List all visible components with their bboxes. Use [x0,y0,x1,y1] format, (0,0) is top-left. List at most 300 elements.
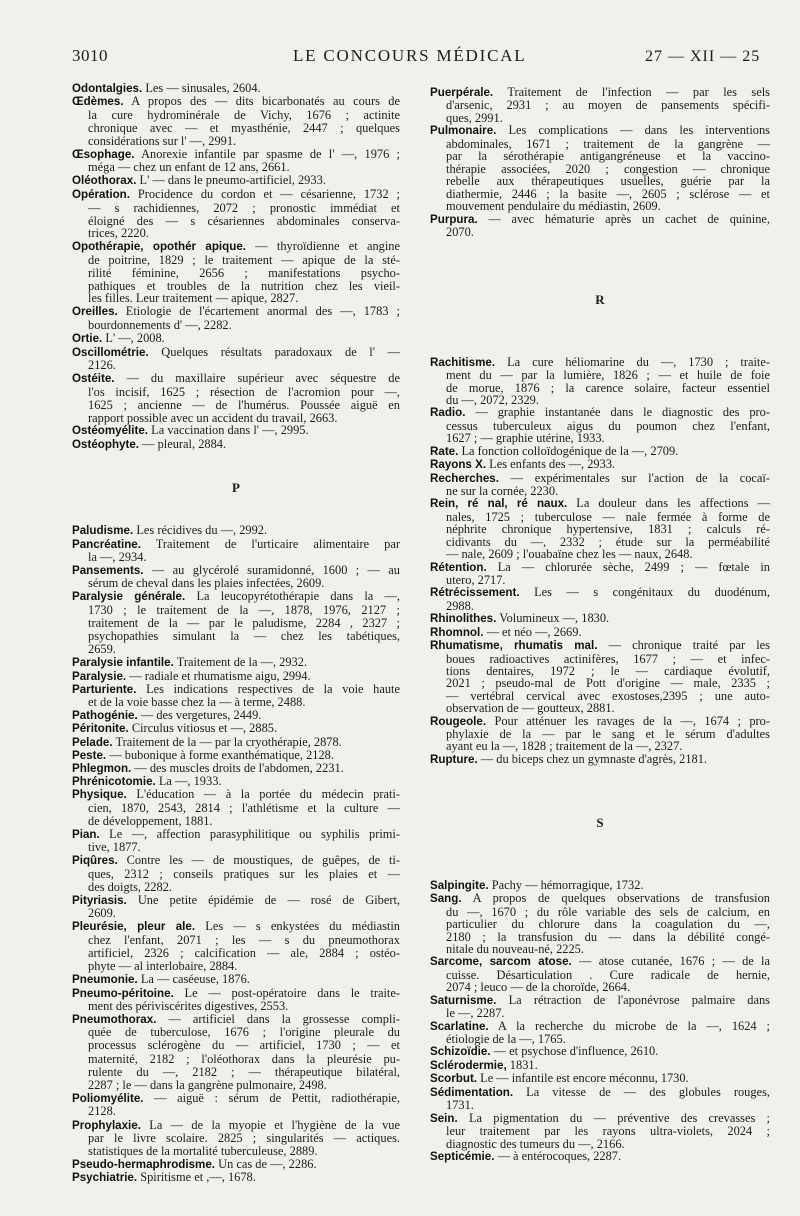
index-entry [72,305,400,332]
entry-text: processus sclérogène du — artificiel, 1730 ; — et [88,1038,400,1053]
entry-line [72,438,400,452]
index-entry [430,1072,770,1085]
entry-line [72,240,400,254]
entry-text: La leucopyrétothérapie dans la —, [196,589,400,604]
entry-text: Les indications respectives de la voie haute [146,681,400,696]
entry-text: phyte — al interlobaire, 2884. [88,959,238,974]
entry-text: 2180 ; la transfusion du — dans la débilité congé- [446,929,770,944]
entry-text: — atose cutanée, 1676 ; — de la [579,954,770,969]
entry-line [430,1020,770,1033]
entry-headword: Rein, ré nal, ré naux. [430,497,568,511]
entry-text: — graphie instantanée dans le diagnostic des pro- [475,405,770,420]
entry-headword: Rachitisme. [430,355,496,369]
entry-headword: Rougeole. [430,714,487,728]
entry-line [430,753,770,766]
entry-text: ment des périviscérites digestives, 2553. [88,998,289,1013]
entry-text: de développement, 1881. [88,813,213,828]
entry-text: — et néo —, 2669. [486,624,582,639]
entry-headword: Opération. [72,187,130,201]
entry-text: Le — infantile est encore méconnu, 1730. [480,1071,689,1086]
entry-text: Le —, affection parasyphilitique ou syphilis primi- [109,827,400,842]
entry-headword: Septicémie. [430,1149,495,1163]
entry-headword: Rétention. [430,560,487,574]
entry-text: — expérimentales sur l'action de la cocaï- [510,470,770,485]
entry-text: Circulus vitiosus et —, 2885. [131,721,278,736]
issue-date: 27 — XII — 25 [645,48,761,65]
index-entry [72,332,400,346]
index-entry [72,372,400,424]
index-entry [430,612,770,625]
index-entry [72,1092,400,1118]
entry-text: d'arsenic, 2931 ; au moyen de pansements spécifi- [446,98,770,113]
entry-line [430,213,770,227]
entry-text: pathiques et troubles de la nutrition chez les vieil- [88,278,400,293]
entry-headword: Rayons X. [430,458,487,472]
entry-text: La pigmentation du — préventive des crevasses ; [468,1110,770,1125]
entry-line [430,1045,770,1058]
entry-line [430,715,770,728]
entry-headword: Scarlatine. [430,1019,489,1033]
entry-text: tions dentaires, 1972 ; le — cardiaque évolutif, [446,663,770,678]
entry-line [430,561,770,574]
entry-text: par la sérothérapie antigangréneuse et la vaccino- [446,149,770,164]
entry-headword: Ostéomyélite. [72,424,149,438]
entry-text: du —, 1670 ; du rôle variable des sels de calcium, en [446,904,770,919]
entry-headword: Pansements. [72,564,144,577]
entry-text: 1627 ; — graphie utérine, 1933. [446,431,605,446]
entry-headword: Pneumonie. [72,973,138,987]
entry-text: rilité féminine, 2656 ; manifestations psycho- [88,265,400,280]
index-entry [430,715,770,753]
entry-text: rulente du —, 2182 ; — thérapeutique bilatéral, [88,1064,400,1079]
entry-line [72,346,400,360]
entry-text: éloigné des — s césariennes abdominales conserva- [88,213,400,228]
entry-text: du —, 2072, 2329. [446,393,539,408]
entry-headword: Paludisme. [72,524,134,538]
entry-text: — du biceps chez un gymnaste d'agrès, 2181. [480,751,708,766]
index-entry [72,788,400,828]
index-entry [72,346,400,373]
entry-text: Traitement de la — par la cryothérapie, 2878. [115,734,342,749]
index-entry [430,406,770,444]
entry-text: 2126. [88,358,116,373]
entry-text: Un cas de —, 2286. [218,1157,317,1172]
entry-text: thérapie associées, 2020 ; congestion — chronique [446,161,770,176]
entry-line [72,188,400,202]
entry-headword: Sang. [430,892,462,906]
entry-text: l'os incisif, 1625 ; résection de l'acromion pour —, [88,384,400,399]
entry-text: cessus tuberculeux aigus du poumon chez l'enfant, [446,418,770,433]
entry-text: 2659. [88,642,116,657]
entry-text: mouvement pendulaire du médiastin, 2609. [446,199,661,214]
index-entry [430,586,770,612]
index-section-p-entries-continued [430,86,770,239]
entry-headword: Rupture. [430,752,478,766]
entry-headword: Sédimentation. [430,1085,514,1099]
entry-text: par le livre scolaire. 2825 ; singularités — actiques. [88,1130,400,1145]
entry-text: ment du — par la lumière, 1826 ; — et huile de foie [446,368,770,383]
entry-text: Le — post-opératoire dans le traite- [184,985,400,1000]
entry-text: la cure hydrominérale de Vichy, 1676 ; actinite [88,108,400,123]
index-section-o-entries [72,82,400,452]
entry-text: — thyroïdienne et angine [255,239,401,254]
entry-headword: Œsophage. [72,147,135,161]
index-section-r-entries [430,356,770,767]
index-entry [72,1171,400,1184]
entry-text: A propos des — dits bicarbonatés au cours de [131,94,400,109]
entry-text: La — caséeuse, 1876. [140,972,250,987]
index-entry [72,1119,400,1159]
index-entry [430,1150,770,1163]
entry-text: ques, 2312 ; conseils pratiques sur les plaies et — [88,866,400,881]
entry-text: Les — s congénitaux du duodénum, [534,585,770,600]
entry-line [72,95,400,109]
entry-headword: Recherches. [430,471,499,485]
index-entry [430,356,770,407]
entry-text: 2074 ; leuco — de la choroïde, 2664. [446,980,631,995]
index-entry [72,683,400,709]
entry-text: la —, 2934. [88,549,147,564]
entry-headword: Ostéite. [72,372,115,386]
index-entry [72,894,400,920]
entry-text: Anorexie infantile par spasme de l' —, 1976 ; [141,146,400,161]
page-number: 3010 [72,46,108,65]
index-entry [72,1013,400,1092]
entry-text: La — de la myopie et l'hygiène de la vue [149,1117,400,1132]
entry-text: trices, 2220. [88,226,149,241]
entry-line [430,626,770,639]
entry-headword: Phlegmon. [72,762,132,776]
entry-text: cuisse. Désarticulation . Cure radicale de hernie, [446,967,770,982]
entry-text: La —, 1933. [158,774,222,789]
entry-text: chez l'enfant, 2071 ; les — s du pneumothorax [88,932,400,947]
entry-text: — des vergetures, 2449. [140,708,262,723]
entry-line [430,1072,770,1085]
entry-text: 1831. [509,1057,538,1072]
entry-text: cidivants du —, 2332 ; étude sur la perméabilité [446,534,770,549]
entry-headword: Pancréatine. [72,537,141,551]
entry-text: La fonction colloïdogénique de la —, 2709. [461,443,679,458]
journal-title: LE CONCOURS MÉDICAL [293,46,527,65]
index-entry [72,920,400,973]
entry-headword: Prophylaxie. [72,1118,141,1132]
entry-text: diathermie, 2446 ; la basite —, 2605 ; sclérose — et [446,186,770,201]
index-entry [430,561,770,587]
entry-text: 1731. [446,1098,474,1113]
entry-line [72,82,400,96]
index-entry [72,174,400,188]
entry-text: Traitement de la —, 2932. [176,655,308,670]
entry-headword: Poliomyélite. [72,1092,144,1106]
entry-text: Traitement de l'urticaire alimentaire par [155,536,400,551]
entry-text: Procidence du cordon et — césarienne, 1732 ; [137,186,400,201]
entry-line [430,458,770,471]
index-entry [430,213,770,239]
entry-text: rapport possible avec un accident du travail, 2663. [88,410,338,425]
entry-line [72,1092,400,1105]
entry-headword: Opothérapie, opothér apique. [72,240,246,254]
entry-text: ques, 2991. [446,110,503,125]
entry-headword: Peste. [72,748,107,762]
entry-text: Les récidives du —, 2992. [136,523,268,538]
entry-text: et de la voie basse chez la — à terme, 2488. [88,695,306,710]
entry-text: Pachy — hémorragique, 1732. [491,877,644,892]
entry-headword: Salpingite. [430,878,489,892]
index-entry [430,994,770,1020]
entry-text: L' —, 2008. [105,330,165,345]
entry-text: Les — sinusales, 2604. [145,80,261,95]
index-entry [72,148,400,175]
entry-headword: Rhumatisme, rhumatis mal. [430,639,598,653]
entry-line [72,762,400,775]
entry-headword: Rate. [430,444,459,458]
entry-text: — avec hématurie après un cachet de quinine, [488,211,770,226]
entry-headword: Radio. [430,406,466,420]
entry-text: Contre les — de moustiques, de guêpes, de ti- [126,853,400,868]
entry-text: — artificiel dans la grossesse compli- [168,1011,400,1026]
entry-text: tive, 1877. [88,840,141,855]
entry-line [72,148,400,162]
entry-text: Quelques résultats paradoxaux de l' — [161,344,400,359]
entry-text: La vitesse de — des globules rouges, [526,1084,770,1099]
entry-text: L'éducation — à la portée du médecin prati- [136,787,400,802]
entry-headword: Paralysie générale. [72,590,186,604]
index-entry [430,626,770,639]
index-entry [72,95,400,147]
entry-line [72,174,400,188]
entry-text: — bubonique à forme exanthématique, 2128. [109,747,334,762]
entry-headword: Odontalgies. [72,81,143,95]
entry-text: La cure héliomarine du —, 1730 ; traite- [507,354,770,369]
entry-text: 2609. [88,906,116,921]
entry-text: L' — dans le pneumo-artificiel, 2933. [139,173,326,188]
section-letter-p: P [232,480,240,495]
entry-line [72,894,400,907]
entry-text: 1730 ; le traitement de la —, 1878, 1976, 2127 ; [88,602,400,617]
index-entry [72,590,400,656]
entry-headword: Pulmonaire. [430,124,497,138]
entry-text: particulier du chlorure dans la coagulation du —, [446,917,770,932]
entry-headword: Oscillométrie. [72,345,149,359]
entry-text: 2287 ; le — dans la gangrène pulmonaire, 2498. [88,1077,327,1092]
entry-line [72,332,400,346]
entry-line [430,86,770,100]
entry-headword: Purpura. [430,212,478,226]
index-entry [430,1020,770,1046]
entry-text: boues radioactives actinifères, 1677 ; — et infec- [446,651,770,666]
entry-text: de poitrine, 1829 ; le traitement — apique de la sté- [88,252,400,267]
entry-text: Une petite épidémie de — rosé de Gibert, [137,893,400,908]
entry-headword: Œdèmes. [72,95,124,109]
entry-headword: Pian. [72,828,100,842]
entry-text: Les enfants des —, 2933. [489,457,616,472]
index-entry [72,854,400,894]
entry-text: artificiel, 2326 ; calcification — ale, 2884 ; ostéo- [88,945,400,960]
index-entry [430,879,770,892]
index-entry [72,424,400,438]
entry-text: A propos de quelques observations de transfusion [472,891,770,906]
entry-text: nales, 1725 ; tuberculose — nale fermée à forme de [446,509,770,524]
entry-headword: Scorbut. [430,1072,478,1086]
index-entry [72,538,400,564]
entry-line [430,994,770,1007]
entry-text: La vaccination dans l' —, 2995. [151,423,309,438]
entry-headword: Puerpérale. [430,85,494,99]
entry-text: cien, 1870, 2543, 2814 ; l'athlétisme et la culture — [88,800,400,815]
index-entry [430,86,770,125]
entry-line [430,406,770,419]
entry-text: La — chlorurée sèche, 2499 ; — fœtale in [497,559,770,574]
entry-text: 2070. [446,225,474,240]
entry-text: 2021 ; pseudo-mal de Pott d'origine — male, 2335 ; [446,676,770,691]
entry-text: diagnostic des tumeurs du —, 2166. [446,1136,625,1151]
index-entry [72,188,400,240]
entry-line [430,226,770,239]
entry-text: Pour atténuer les ravages de la —, 1674 ; pro- [494,713,770,728]
entry-text: maternité, 2182 ; l'oléothorax dans la pleurésie pu- [88,1051,400,1066]
entry-text: — s rachidiennes, 2072 ; pronostic immédiat et [88,200,400,215]
index-section-s-entries [430,879,770,1164]
entry-line [430,639,770,652]
entry-text: Etiologie de l'écartement anormal des —, 1783 ; [125,304,400,319]
entry-text: La rétraction de l'aponévrose palmaire dans [508,992,771,1007]
entry-line [430,879,770,892]
entry-text: leur traitement par les rayons ultra-violets, 2024 ; [446,1124,770,1139]
entry-line [430,1059,770,1072]
entry-headword: Sein. [430,1111,458,1125]
entry-line [430,955,770,968]
entry-line [430,586,770,599]
index-section-p-entries [72,524,400,1184]
entry-headword: Pleurésie, pleur ale. [72,920,196,934]
entry-headword: Ostéophyte. [72,438,139,452]
index-entry [430,892,770,955]
entry-headword: Sarcome, sarcom atose. [430,955,572,969]
entry-headword: Pityriasis. [72,894,127,908]
index-entry [430,497,770,560]
index-entry [430,1112,770,1150]
entry-line [430,445,770,458]
entry-text: le —, 2287. [446,1006,505,1021]
entry-text: — vertébral cervical avec exostoses,2395 ; une auto- [446,688,770,703]
entry-line [430,124,770,138]
entry-text: quée de tuberculose, 1676 ; l'origine pleurale du [88,1025,400,1040]
index-entry [430,955,770,993]
entry-text: Traitement de l'infection — par les sels [507,84,770,99]
index-entry [430,472,770,498]
entry-text: La douleur dans les affections — [576,496,770,511]
entry-line [430,1150,770,1163]
index-entry [430,1059,770,1072]
entry-headword: Paralysie infantile. [72,656,174,670]
index-entry [72,240,400,305]
entry-line [430,892,770,905]
entry-text: étiologie de la —, 1765. [446,1032,566,1047]
entry-line [72,305,400,319]
entry-text: abdominales, 1671 ; traitement de la gangrène — [446,136,770,151]
entry-text: Les — s enkystées du médiastin [205,919,400,934]
entry-text: utero, 2717. [446,572,506,587]
entry-headword: Ortie. [72,331,103,345]
entry-text: considérations sur l' —, 2991. [88,133,237,148]
index-entry [430,124,770,213]
entry-headword: Péritonite. [72,722,129,736]
entry-line [430,497,770,510]
entry-line [430,1086,770,1099]
entry-text: nitale du nouveau-né, 2225. [446,941,584,956]
entry-text: — des muscles droits de l'abdomen, 2231. [134,761,344,776]
entry-headword: Pathogénie. [72,709,138,723]
index-entry [430,1045,770,1058]
entry-headword: Rhinolithes. [430,612,497,626]
entry-text: des doigts, 2282. [88,879,172,894]
entry-text: de morue, 1876 ; la carence solaire, facteur essentiel [446,380,770,395]
entry-text: — chronique traité par les [608,638,770,653]
entry-text: rebelle aux thérapeutiques usuelles, guérie par la [446,174,770,189]
index-entry [430,753,770,766]
entry-text: 2128. [88,1104,116,1119]
entry-text: ne sur la cornée, 2230. [446,484,559,499]
entry-text: — aiguë : sérum de Pettit, radiothérapie, [154,1091,400,1106]
entry-line [72,1171,400,1184]
entry-headword: Oléothorax. [72,174,137,188]
entry-text: chronique avec — et myasthénie, 2447 ; quelques [88,120,400,135]
entry-headword: Parturiente. [72,682,137,696]
index-entry [72,828,400,854]
entry-headword: Sclérodermie, [430,1058,507,1072]
index-entry [72,987,400,1013]
entry-text: sérum de cheval dans les plaies infectées, 2609. [88,576,325,591]
entry-headword: Phrénicotomie. [72,775,156,789]
entry-text: — à entérocoques, 2287. [497,1148,622,1163]
entry-text: traitement de la — par le paludisme, 2284 , 2327 ; [88,615,400,630]
entry-text: — du maxillaire supérieur avec séquestre de [126,371,400,386]
entry-line [72,630,400,643]
entry-headword: Pelade. [72,735,113,749]
entry-text: — au glycérolé suramidonné, 1600 ; — au [151,563,400,577]
entry-line [430,356,770,369]
entry-text: statistiques de la mortalité tuberculeuse, 2889. [88,1143,318,1158]
entry-headword: Psychiatrie. [72,1171,138,1185]
entry-headword: Physique. [72,788,127,802]
entry-text: — nale, 2609 ; l'ouabaïne chez les — naux, 2648. [446,547,693,562]
entry-text: méga — chez un enfant de 12 ans, 2661. [88,160,290,175]
entry-text: ayant eu la —, 1828 ; traitement de la —, 2327. [446,739,683,754]
index-entry [72,762,400,775]
entry-headword: Rétrécissement. [430,586,520,600]
entry-text: 1625 ; ancienne — de l'humérus. Poussée aiguë en [88,397,400,412]
entry-line [430,612,770,625]
entry-line [72,372,400,386]
entry-text: observation de — goutteux, 2881. [446,701,615,716]
entry-headword: Rhomnol. [430,625,484,639]
entry-text: Volumineux —, 1830. [499,611,610,626]
entry-line [430,1112,770,1125]
index-entry [430,458,770,471]
entry-line [72,424,400,438]
entry-headword: Saturnisme. [430,993,497,1007]
index-entry [430,1086,770,1112]
entry-text: Spiritisme et ,—, 1678. [140,1170,256,1185]
entry-text: psychopathies simulant la — chez les tabétiques, [88,629,400,644]
index-entry [72,438,400,452]
entry-headword: Pseudo-hermaphrodisme. [72,1158,216,1172]
section-letter-s: S [596,815,604,830]
entry-text: — et psychose d'influence, 2610. [493,1044,659,1059]
index-entry [430,639,770,715]
index-entry [72,82,400,96]
entry-line [430,472,770,485]
